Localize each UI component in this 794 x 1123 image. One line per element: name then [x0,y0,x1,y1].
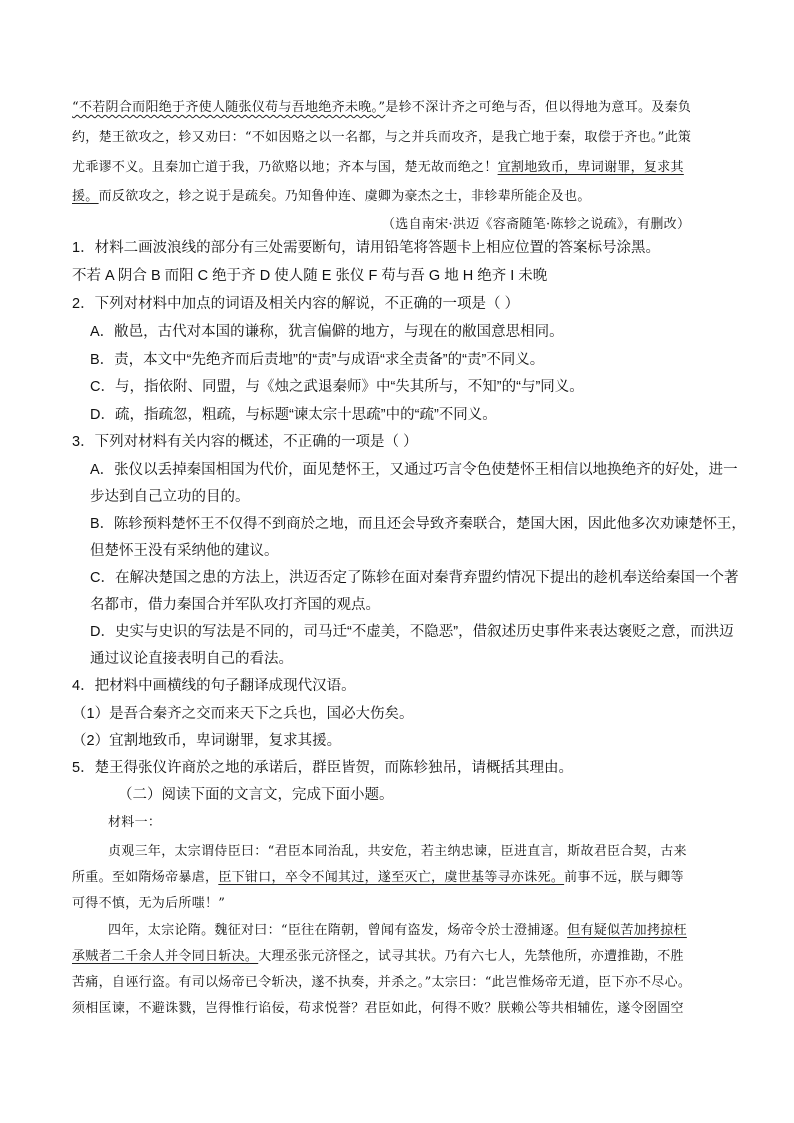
question-1-options: 不若 A 阴合 B 而阳 C 绝于齐 D 使人随 E 张仪 F 苟与吾 G 地 H 绝齐 I 未晚 [72,268,548,284]
question-2-option-c: C．与，指依附、同盟，与《烛之武退秦师》中“失其所与，不知”的“与”同义。 [90,379,584,395]
underlined-sentence: 宜割地致币，卑词谢罪，复求其 [497,160,684,175]
question-3-option-b-line2: 但楚怀王没有采纳他的建议。 [90,543,279,559]
passage-line-4: 援。而反欲攻之，轸之说于是疏矣。乃知鲁仲连、虞卿为豪杰之士，非轸辈所能企及也。 [72,189,591,204]
underlined-sentence: 臣下钳口，卒令不闻其过，遂至灭亡，虞世基等寻亦诛死。 [218,870,565,885]
question-2-option-d: D．疏，指疏忽，粗疏，与标题“谏太宗十思疏”中的“疏”不同义。 [90,407,497,423]
underlined-sentence-end: 援。 [72,189,99,204]
question-3-option-a-line2: 步达到自己立功的目的。 [90,489,250,505]
question-3-option-c-line1: C．在解决楚国之患的方法上，洪迈否定了陈轸在面对秦背弃盟约情况下提出的趁机奉送给秦国一个著 [90,570,739,586]
material1-p1-line1: 贞观三年，太宗谓侍臣曰：“君臣本同治乱，共安危，若主纳忠谏，臣进直言，斯故君臣合契，古来 [108,844,687,859]
material-label: 材料一： [108,815,162,830]
passage-source: （选自南宋·洪迈《容斋随笔·陈轸之说疏》，有删改） [382,217,691,232]
wavy-underlined-sentence: “不若阴合而阳绝于齐使人随张仪苟与吾地绝齐未晚。” [72,100,386,115]
question-3-option-c-line2: 名都市，借力秦国合并军队攻打齐国的观点。 [90,597,380,613]
question-5: 5．楚王得张仪许商於之地的承诺后，群臣皆贺，而陈轸独吊，请概括其理由。 [72,760,574,776]
question-2-option-a: A．敝邑，古代对本国的谦称，犹言偏僻的地方，与现在的敝国意思相同。 [90,324,564,340]
material1-p1-line2: 所重。至如隋炀帝暴虐，臣下钳口，卒令不闻其过，遂至灭亡，虞世基等寻亦诛死。前事不远，朕与卿等 [72,870,684,885]
passage-line-1: “不若阴合而阳绝于齐使人随张仪苟与吾地绝齐未晚。”是轸不深计齐之可绝与否，但以得地为意耳。及秦负 [72,100,692,115]
question-4-item-2: （2）宜割地致币，卑词谢罪，复求其援。 [72,733,342,749]
passage-line-3: 尤乖谬不义。且秦加亡道于我，乃欲赂以地；齐本与国，楚无故而绝之！宜割地致币，卑词谢罪，复求其 [72,160,684,175]
passage-line-2: 约，楚王欲攻之，轸又劝曰：“不如因赂之以一名都，与之并兵而攻齐，是我亡地于秦，取偿于齐也。”此策 [72,130,692,145]
question-4-item-1: （1）是吾合秦齐之交而来天下之兵也，国必大伤矣。 [72,706,414,722]
question-1: 1．材料二画波浪线的部分有三处需要断句，请用铅笔将答题卡上相应位置的答案标号涂黑。 [72,240,661,256]
question-3: 3．下列对材料有关内容的概述，不正确的一项是（ ） [72,434,418,450]
question-3-option-b-line1: B．陈轸预料楚怀王不仅得不到商於之地，而且还会导致齐秦联合，楚国大困，因此他多次劝谏楚怀王， [90,516,746,532]
section-2-heading: （二）阅读下面的文言文，完成下面小题。 [118,787,394,803]
material1-p2-line1: 四年，太宗论隋。魏征对曰：“臣往在隋朝，曾闻有盗发，炀帝令於士澄捕逐。但有疑似苦加拷掠枉 [108,923,687,938]
question-4: 4．把材料中画横线的句子翻译成现代汉语。 [72,678,356,694]
underlined-sentence: 但有疑似苦加拷掠枉 [567,923,687,938]
underlined-sentence-end: 承贼者二千余人并令同日斩决。 [72,949,259,964]
question-3-option-d-line1: D．史实与史识的写法是不同的，司马迁“不虚美，不隐恶”，借叙述历史事件来表达褒贬之意，而洪迈 [90,624,734,640]
material1-p2-line4: 须相匡谏，不避诛戮，岂得惟行谄佞，苟求悦誉？君臣如此，何得不败？朕赖公等共相辅佐，遂令囹圄空 [72,1001,684,1016]
question-3-option-d-line2: 通过议论直接表明自己的看法。 [90,651,293,667]
question-3-option-a-line1: A．张仪以丢掉秦国相国为代价，面见楚怀王，又通过巧言令色使楚怀王相信以地换绝齐的好处，进一 [90,462,738,478]
question-2: 2．下列对材料中加点的词语及相关内容的解说，不正确的一项是（ ） [72,296,520,312]
material1-p2-line3: 苦痛，自诬行盗。有司以炀帝已令斩决，遂不执奏，并杀之。”太宗曰：“此岂惟炀帝无道，臣下亦不尽心。 [72,975,692,990]
question-2-option-b: B．责，本文中“先绝齐而后责地”的“责”与成语“求全责备”的“责”不同义。 [90,352,545,368]
material1-p2-line2: 承贼者二千余人并令同日斩决。大理丞张元济怪之，试寻其状。乃有六七人，先禁他所，亦遭推勘，不胜 [72,949,684,964]
material1-p1-line3: 可得不慎，无为后所嗤！” [72,896,226,911]
